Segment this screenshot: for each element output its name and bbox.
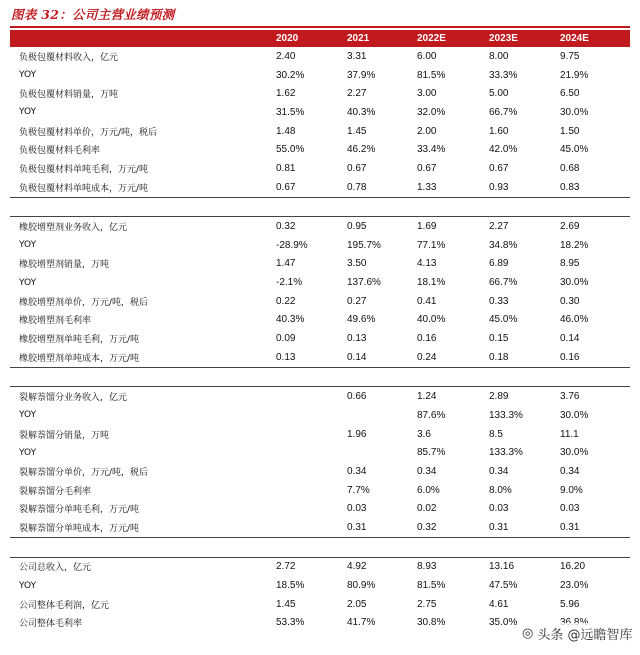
cell-2021: [345, 406, 415, 425]
cell-2023e: 2.89: [489, 391, 509, 403]
cell-2021: 3.50: [347, 258, 367, 270]
cell-2022e: 0.34: [417, 465, 437, 477]
row-label: 负极包覆材料单价，万元/吨，税后: [19, 127, 158, 138]
cell-2022e: 32.0%: [417, 106, 446, 118]
cell-2023e: 47.5%: [489, 580, 518, 592]
row-label: 负极包覆材料收入，亿元: [19, 52, 119, 63]
cell-2023e: 0.34: [489, 465, 509, 477]
cell-2020: 0.67: [274, 178, 345, 197]
table-row: [10, 292, 630, 311]
cell-2021: 137.6%: [347, 277, 381, 289]
table-row: [10, 329, 630, 348]
watermark-text: 头条 @远瞻智库: [537, 628, 633, 643]
cell-2023e: 8.0%: [489, 484, 512, 496]
cell-2021: 0.66: [347, 391, 367, 403]
spacer-cell: [274, 367, 345, 387]
toutiao-icon: ◎: [522, 626, 534, 641]
cell-2022e: 3.6: [417, 428, 431, 440]
row-label: 公司总收入，亿元: [19, 563, 92, 574]
row-label: YOY: [19, 410, 37, 421]
cell-2021: 40.3%: [347, 106, 376, 118]
spacer-cell: [345, 537, 415, 557]
spacer-cell: [415, 537, 487, 557]
section-spacer: [10, 367, 630, 387]
cell-2023e: 0.18: [487, 348, 558, 367]
cell-2024e: 6.50: [560, 88, 580, 100]
cell-2024e: 5.96: [560, 598, 580, 610]
row-label: YOY: [19, 580, 37, 591]
table-row: [10, 159, 630, 178]
row-label: 裂解萘馏分销量，万吨: [19, 430, 110, 441]
cell-2024e: 30.0%: [560, 277, 589, 289]
cell-2021: 195.7%: [347, 239, 381, 251]
cell-2024e: 2.69: [560, 221, 580, 233]
cell-2021: 46.2%: [347, 144, 376, 156]
cell-2020: [274, 406, 345, 425]
table-row: [10, 84, 630, 103]
cell-2021: 2.05: [347, 598, 367, 610]
row-label: 橡胶增塑剂单吨成本，万元/吨: [10, 348, 274, 367]
cell-2023e: 0.33: [489, 295, 509, 307]
row-label: 橡胶增塑剂单吨毛利，万元/吨: [19, 335, 140, 346]
table-row: [10, 122, 630, 141]
spacer-cell: [558, 367, 630, 387]
cell-2021: 0.03: [347, 503, 367, 515]
cell-2023e: 6.89: [489, 258, 509, 270]
cell-2022e: 3.00: [417, 88, 437, 100]
cell-2023e: 0.03: [489, 503, 509, 515]
table-row: [10, 595, 630, 614]
cell-2024e: 9.0%: [560, 484, 583, 496]
spacer-cell: [10, 537, 274, 557]
section-spacer: [10, 197, 630, 217]
cell-2023e: 4.61: [489, 598, 509, 610]
row-label: 裂解萘馏分毛利率: [19, 486, 92, 497]
spacer-cell: [274, 197, 345, 217]
forecast-table: [10, 30, 630, 632]
header-cell-2021: 2021: [345, 30, 415, 47]
cell-2023e: 0.31: [487, 518, 558, 537]
table-row: [10, 273, 630, 292]
row-label: 负极包覆材料单吨毛利，万元/吨: [19, 164, 149, 175]
spacer-cell: [487, 367, 558, 387]
cell-2024e: 3.76: [560, 391, 580, 403]
cell-2020: 30.2%: [276, 69, 305, 81]
cell-2023e: 8.5: [489, 428, 503, 440]
cell-2020: [274, 462, 345, 481]
table-row: [10, 387, 630, 406]
cell-2023e: 0.67: [489, 162, 509, 174]
cell-2021: 0.27: [347, 295, 367, 307]
row-label: 橡胶增塑剂毛利率: [19, 316, 92, 327]
cell-2023e: 0.93: [487, 178, 558, 197]
cell-2022e: 2.75: [417, 598, 437, 610]
table-row: [10, 557, 630, 576]
cell-2020: [274, 481, 345, 500]
table-row: [10, 47, 630, 66]
cell-2020: 0.32: [276, 221, 296, 233]
cell-2020: [274, 425, 345, 444]
figure-title: 图表 32：公司主营业绩预测: [11, 7, 175, 22]
row-label: 裂解萘馏分单吨毛利，万元/吨: [19, 505, 140, 516]
cell-2022e: 1.24: [417, 391, 437, 403]
cell-2022e: 0.02: [417, 503, 437, 515]
spacer-cell: [345, 367, 415, 387]
row-label: 公司整体毛利润，亿元: [19, 600, 110, 611]
cell-2021: 7.7%: [347, 484, 370, 496]
header-cell-2024e: 2024E: [558, 30, 630, 47]
cell-2022e: 33.4%: [417, 144, 446, 156]
cell-2023e: 66.7%: [489, 106, 518, 118]
cell-2022e: 0.24: [415, 348, 487, 367]
cell-2024e: 0.31: [558, 518, 630, 537]
cell-2024e: 0.14: [560, 333, 580, 345]
cell-2021: 41.7%: [347, 617, 376, 629]
header-cell-2020: 2020: [274, 30, 345, 47]
cell-2022e: 40.0%: [417, 314, 446, 326]
cell-2023e: 1.60: [489, 125, 509, 137]
cell-2024e: 11.1: [560, 428, 579, 440]
cell-2024e: 0.68: [560, 162, 580, 174]
row-label: 橡胶增塑剂业务收入，亿元: [19, 223, 128, 234]
cell-2021: 0.95: [347, 221, 367, 233]
spacer-cell: [415, 197, 487, 217]
cell-2023e: 5.00: [489, 88, 509, 100]
cell-2021: 0.67: [347, 162, 367, 174]
row-label: 裂解萘馏分单吨成本，万元/吨: [10, 518, 274, 537]
spacer-cell: [558, 537, 630, 557]
row-label: 公司整体毛利率: [19, 619, 83, 630]
cell-2020: 0.13: [274, 348, 345, 367]
cell-2022e: 6.00: [417, 50, 437, 62]
header-cell-2023e: 2023E: [487, 30, 558, 47]
section-spacer: [10, 537, 630, 557]
row-label: 负极包覆材料销量，万吨: [19, 90, 119, 101]
header-cell-label: [10, 30, 274, 47]
cell-2023e: 35.0%: [489, 617, 518, 629]
cell-2024e: 21.9%: [560, 69, 589, 81]
table-row: [10, 66, 630, 85]
cell-2022e: 81.5%: [417, 580, 446, 592]
row-label: YOY: [19, 107, 37, 118]
cell-2023e: 66.7%: [489, 277, 518, 289]
spacer-cell: [487, 197, 558, 217]
table-row: [10, 443, 630, 462]
table-row: [10, 481, 630, 500]
table-row: [10, 406, 630, 425]
table-row: [10, 217, 630, 236]
cell-2023e: 2.27: [489, 221, 509, 233]
cell-2021: 2.27: [347, 88, 367, 100]
row-label: 裂解萘馏分单价，万元/吨，税后: [19, 467, 149, 478]
table-body: [10, 47, 630, 632]
cell-2020: -2.1%: [276, 277, 303, 289]
cell-2020: 0.09: [276, 333, 296, 345]
cell-2020: [274, 500, 345, 519]
cell-2023e: 8.00: [489, 50, 509, 62]
spacer-cell: [10, 367, 274, 387]
header-cell-2022e: 2022E: [415, 30, 487, 47]
cell-2020: 1.45: [276, 598, 296, 610]
row-label: 负极包覆材料毛利率: [19, 146, 101, 157]
cell-2021: 1.96: [347, 428, 367, 440]
cell-2022e: 0.32: [415, 518, 487, 537]
cell-2023e: 13.16: [489, 561, 515, 573]
table-row: [10, 255, 630, 274]
cell-2024e: 30.0%: [560, 106, 589, 118]
cell-2024e: 45.0%: [560, 144, 589, 156]
cell-2021: 0.14: [345, 348, 415, 367]
cell-2023e: 133.3%: [489, 447, 523, 459]
cell-2023e: 45.0%: [489, 314, 518, 326]
row-label: YOY: [19, 240, 37, 251]
cell-2023e: 133.3%: [489, 409, 523, 421]
cell-2021: 80.9%: [347, 580, 376, 592]
cell-2022e: 0.67: [417, 162, 437, 174]
cell-2022e: 8.93: [417, 561, 437, 573]
row-label: 负极包覆材料单吨成本，万元/吨: [10, 178, 274, 197]
cell-2024e: 0.83: [558, 178, 630, 197]
cell-2023e: 34.8%: [489, 239, 518, 251]
cell-2024e: 0.16: [558, 348, 630, 367]
cell-2021: 4.92: [347, 561, 367, 573]
row-label: 裂解萘馏分业务收入，亿元: [19, 393, 128, 404]
cell-2021: 0.31: [345, 518, 415, 537]
cell-2020: 2.40: [276, 50, 296, 62]
cell-2024e: 30.0%: [560, 409, 589, 421]
cell-2020: 55.0%: [276, 144, 305, 156]
cell-2021: 3.31: [347, 50, 367, 62]
cell-2024e: 0.03: [560, 503, 580, 515]
spacer-cell: [558, 197, 630, 217]
cell-2020: 0.81: [276, 162, 296, 174]
table-row: [10, 518, 630, 537]
table-row: [10, 348, 630, 367]
table-row: [10, 425, 630, 444]
cell-2024e: 9.75: [560, 50, 580, 62]
cell-2024e: 18.2%: [560, 239, 589, 251]
cell-2021: 0.78: [345, 178, 415, 197]
table-row: [10, 140, 630, 159]
cell-2024e: 30.0%: [560, 447, 589, 459]
cell-2022e: 2.00: [417, 125, 437, 137]
row-label: YOY: [19, 70, 37, 81]
spacer-cell: [10, 197, 274, 217]
cell-2023e: 0.15: [489, 333, 509, 345]
cell-2024e: 0.34: [560, 465, 580, 477]
cell-2021: 0.13: [347, 333, 367, 345]
row-label: YOY: [19, 447, 37, 458]
cell-2020: 2.72: [276, 561, 296, 573]
cell-2024e: 1.50: [560, 125, 580, 137]
header-row: [10, 30, 630, 47]
spacer-cell: [415, 367, 487, 387]
spacer-cell: [345, 197, 415, 217]
cell-2020: 18.5%: [276, 580, 305, 592]
cell-2021: 0.34: [347, 465, 367, 477]
cell-2020: 40.3%: [276, 314, 305, 326]
cell-2020: [274, 518, 345, 537]
table-row: [10, 311, 630, 330]
row-label: 橡胶增塑剂销量，万吨: [19, 260, 110, 271]
cell-2020: -28.9%: [276, 239, 308, 251]
cell-2022e: 81.5%: [417, 69, 446, 81]
cell-2022e: 85.7%: [417, 447, 446, 459]
cell-2022e: 87.6%: [417, 409, 446, 421]
cell-2020: 53.3%: [276, 617, 305, 629]
cell-2022e: 1.33: [415, 178, 487, 197]
cell-2022e: 18.1%: [417, 277, 446, 289]
cell-2022e: 0.16: [417, 333, 437, 345]
spacer-cell: [487, 537, 558, 557]
title-rule: [10, 26, 630, 28]
cell-2020: 1.47: [276, 258, 296, 270]
table-row: [10, 178, 630, 197]
cell-2022e: 6.0%: [417, 484, 440, 496]
cell-2022e: 1.69: [417, 221, 437, 233]
cell-2024e: 23.0%: [560, 580, 589, 592]
cell-2024e: 8.95: [560, 258, 580, 270]
spacer-cell: [274, 537, 345, 557]
cell-2021: 37.9%: [347, 69, 376, 81]
table-row: [10, 500, 630, 519]
cell-2020: [274, 443, 345, 462]
cell-2023e: 42.0%: [489, 144, 518, 156]
cell-2022e: 30.8%: [417, 617, 446, 629]
table-row: [10, 576, 630, 595]
cell-2024e: 0.30: [560, 295, 580, 307]
cell-2021: 49.6%: [347, 314, 376, 326]
table-row: [10, 236, 630, 255]
table-row: [10, 462, 630, 481]
cell-2020: 1.62: [276, 88, 296, 100]
watermark: [518, 623, 636, 644]
cell-2024e: 46.0%: [560, 314, 589, 326]
cell-2023e: 33.3%: [489, 69, 518, 81]
cell-2020: 1.48: [276, 125, 296, 137]
cell-2024e: 16.20: [560, 561, 586, 573]
cell-2022e: 0.41: [417, 295, 437, 307]
cell-2021: [345, 443, 415, 462]
table-row: [10, 103, 630, 122]
cell-2021: 1.45: [347, 125, 367, 137]
cell-2020: 0.22: [276, 295, 296, 307]
cell-2020: [274, 387, 345, 406]
row-label: YOY: [19, 277, 37, 288]
row-label: 橡胶增塑剂单价，万元/吨，税后: [19, 297, 149, 308]
cell-2022e: 4.13: [417, 258, 437, 270]
cell-2022e: 77.1%: [417, 239, 446, 251]
cell-2020: 31.5%: [276, 106, 305, 118]
